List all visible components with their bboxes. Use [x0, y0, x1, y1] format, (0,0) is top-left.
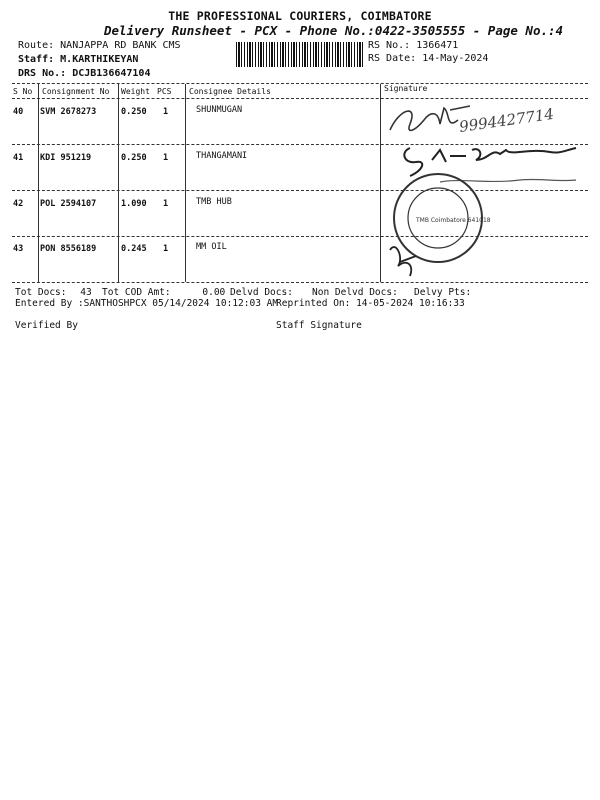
route-line [18, 40, 181, 51]
rs-no-line [368, 40, 458, 51]
rs-date-line [368, 53, 488, 64]
tot-docs [15, 287, 92, 298]
col-header-signature: Signature [384, 84, 428, 93]
column-divider [185, 84, 186, 282]
table-row-consignee: MM OIL [196, 242, 227, 252]
staff-line [18, 54, 138, 65]
column-divider [118, 84, 119, 282]
table-row-consignee: THANGAMANI [196, 151, 248, 161]
table-row-pcs: 1 [163, 107, 169, 117]
table-row-consignee: SHUNMUGAN [196, 105, 243, 115]
table-row-consignment: POL 2594107 [40, 199, 97, 209]
handwritten-signature [390, 247, 416, 276]
staff-label: Staff: [18, 54, 55, 65]
tot-docs-value: 43 [80, 287, 92, 298]
table-row-sno: 42 [13, 199, 24, 209]
table-row-weight: 1.090 [121, 199, 147, 209]
drs-line [18, 68, 150, 79]
rs-date-value: 14-May-2024 [422, 53, 489, 64]
reprinted-on: Reprinted On: 14-05-2024 10:16:33 [276, 298, 465, 309]
non-delvd-docs-label: Non Delvd Docs: [312, 287, 398, 298]
table-row-weight: 0.245 [121, 244, 147, 254]
bank-stamp [394, 174, 491, 262]
table-row-pcs: 1 [163, 199, 169, 209]
table-row-pcs: 1 [163, 244, 169, 254]
col-header-pcs: PCS [157, 87, 172, 96]
table-row-weight: 0.250 [121, 153, 147, 163]
tot-docs-label: Tot Docs: [15, 287, 67, 298]
col-header-consignee: Consignee Details [189, 87, 271, 96]
table-row-consignee: TMB HUB [196, 197, 232, 207]
column-divider [38, 84, 39, 282]
delvy-pts-label: Delvy Pts: [414, 287, 472, 298]
table-row-weight: 0.250 [121, 107, 147, 117]
runsheet-subtitle: Delivery Runsheet - PCX - Phone No.:0422-3505555 - Page No.:4 [104, 23, 564, 38]
staff-signature: Staff Signature [276, 320, 362, 331]
table-row-sno: 43 [13, 244, 24, 254]
staff-value: M.KARTHIKEYAN [60, 54, 139, 65]
route-label: Route: [18, 40, 55, 51]
delvd-docs-label: Delvd Docs: [230, 287, 293, 298]
signature-area [380, 90, 590, 285]
drs-label: DRS No.: [18, 68, 67, 79]
table-top-border [12, 83, 588, 84]
table-row-pcs: 1 [163, 153, 169, 163]
route-value: NANJAPPA RD BANK CMS [60, 40, 181, 51]
drs-value: DCJB136647104 [72, 68, 151, 79]
tot-cod-value: 0.00 [202, 287, 226, 298]
rs-no-label: RS No.: [368, 40, 411, 51]
barcode [236, 42, 363, 67]
rs-no-value: 1366471 [416, 40, 459, 51]
col-header-consignment: Consignment No [42, 87, 110, 96]
table-row-consignment: SVM 2678273 [40, 107, 97, 117]
handwritten-signature [404, 148, 576, 176]
stamp-text: TMB Coimbatore 641018 [416, 217, 491, 224]
handwritten-phone: 9994427714 [458, 104, 556, 136]
verified-by: Verified By [15, 320, 78, 331]
table-row-consignment: KDI 951219 [40, 153, 92, 163]
rs-date-label: RS Date: [368, 53, 417, 64]
tot-cod [102, 287, 225, 298]
col-header-weight: Weight [121, 87, 150, 96]
tot-cod-label: Tot COD Amt: [102, 287, 171, 298]
col-header-sno: S No [13, 87, 33, 96]
table-row-consignment: PON 8556189 [40, 244, 97, 254]
entered-by: Entered By :SANTHOSHPCX 05/14/2024 10:12:03 AM [15, 298, 279, 309]
company-title: THE PROFESSIONAL COURIERS, COIMBATORE [168, 9, 432, 23]
table-row-sno: 40 [13, 107, 24, 117]
table-row-sno: 41 [13, 153, 24, 163]
